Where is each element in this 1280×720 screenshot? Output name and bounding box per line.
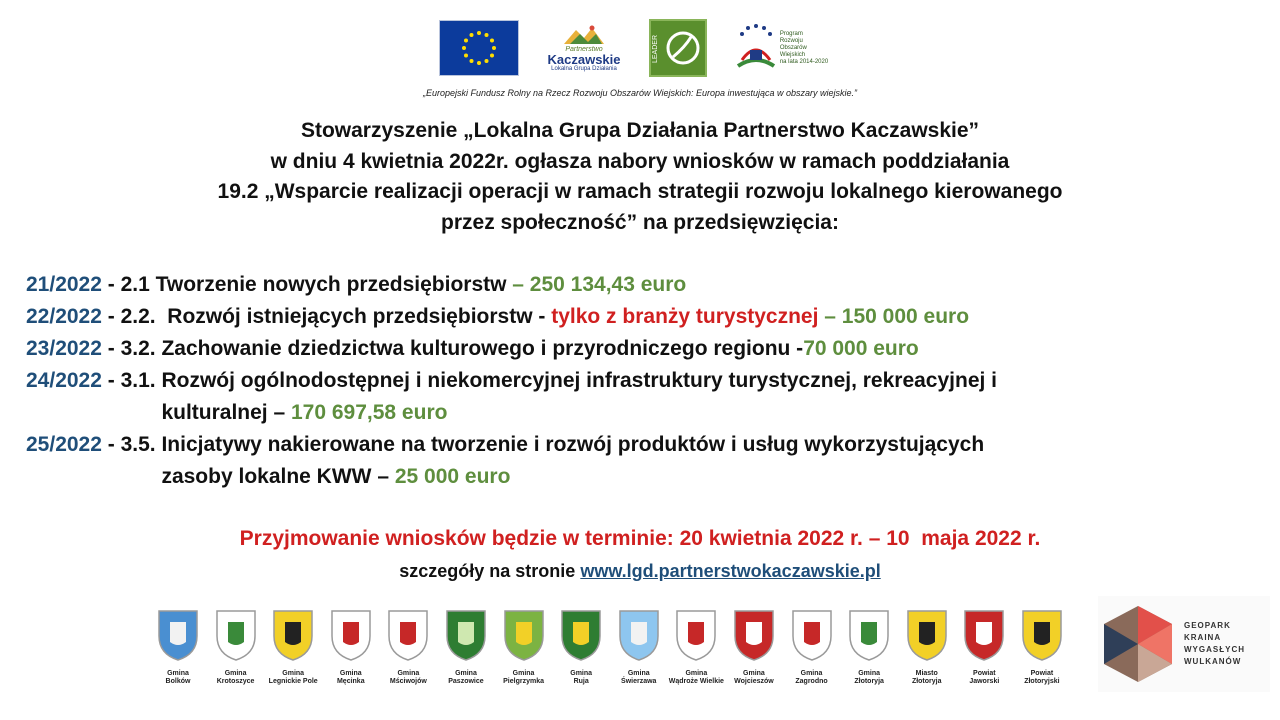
call-description: - 2.1 Tworzenie nowych przedsiębiorstw xyxy=(101,273,507,296)
crest-label-bottom: Krotoszyce xyxy=(216,678,255,685)
mountains-icon xyxy=(562,24,606,46)
coat-of-arms-icon xyxy=(502,608,546,662)
call-description-block xyxy=(161,429,984,493)
crest-label-top: Gmina xyxy=(743,670,765,677)
headline-line: Stowarzyszenie „Lokalna Grupa Działania Partnerstwo Kaczawskie” xyxy=(300,119,980,142)
headline-line: 19.2 „Wsparcie realizacji operacji w ramach strategii rozwoju lokalnego kierowanego xyxy=(217,180,1063,203)
call-id: 24/2022 xyxy=(26,369,102,392)
crest-item xyxy=(1014,608,1070,704)
crest-label-top: Powiat xyxy=(1030,670,1054,677)
crest-label xyxy=(854,670,884,686)
call-description: zasoby lokalne KWW – xyxy=(161,465,395,488)
call-amount: – 250 134,43 euro xyxy=(506,273,687,296)
crest-label-bottom: Złotoryja xyxy=(911,678,942,685)
headline-line: w dniu 4 kwietnia 2022r. ogłasza nabory wniosków w ramach poddziałania xyxy=(270,149,1010,173)
prow-line: Rozwoju xyxy=(779,37,803,44)
crest-item xyxy=(208,608,264,704)
crest-label xyxy=(1024,670,1059,686)
prow-text xyxy=(780,31,828,66)
crest-label-bottom: Wojcieszów xyxy=(734,678,774,685)
geopark-text xyxy=(1184,620,1245,668)
coat-of-arms-icon xyxy=(847,608,891,662)
crest-label-bottom: Pielgrzymka xyxy=(503,678,544,685)
crest-item xyxy=(323,608,379,704)
crest-item xyxy=(438,608,494,704)
prow-logo xyxy=(733,17,829,79)
call-description: - 3.2. Zachowanie dziedzictwa kulturowego i przyrodniczego regionu - xyxy=(101,337,804,360)
municipality-crests xyxy=(150,608,1070,704)
prow-line: Program xyxy=(779,30,803,37)
crest-label xyxy=(912,670,942,686)
crest-label xyxy=(217,670,255,686)
crest-label-bottom: Mściwojów xyxy=(389,678,427,685)
geopark-hexagon-icon xyxy=(1098,602,1178,686)
crest-label-bottom: Świerzawa xyxy=(621,678,657,685)
crest-item xyxy=(380,608,436,704)
funding-logos xyxy=(368,12,900,84)
crest-label-bottom: Męcinka xyxy=(336,678,365,685)
crest-item xyxy=(496,608,552,704)
crest-label-top: Gmina xyxy=(339,670,362,677)
crest-label-bottom: Zagrodno xyxy=(795,678,828,685)
coat-of-arms-icon xyxy=(790,608,834,662)
coat-of-arms-icon xyxy=(444,608,488,662)
call-description: kulturalnej – xyxy=(161,401,291,424)
crest-item xyxy=(553,608,609,704)
coat-of-arms-icon xyxy=(271,608,315,662)
eafrd-motto: „Europejski Fundusz Rolny na Rzecz Rozwoju Obszarów Wiejskich: Europa inwestująca w obszary wiejskie.” xyxy=(422,88,858,98)
crest-label xyxy=(669,670,724,686)
crest-label-top: Gmina xyxy=(282,670,305,677)
crest-label-top: Gmina xyxy=(570,670,593,677)
call-item xyxy=(26,333,1276,365)
crest-label-bottom: Ruja xyxy=(573,678,589,685)
crest-label-top: Gmina xyxy=(685,670,708,677)
geopark-logo xyxy=(1098,596,1270,692)
crest-label xyxy=(503,670,544,686)
coat-of-arms-icon xyxy=(674,608,718,662)
coat-of-arms-icon xyxy=(962,608,1006,662)
call-id: 25/2022 xyxy=(26,433,102,456)
leader-text: LEADER xyxy=(652,34,659,63)
crest-item xyxy=(668,608,724,704)
coat-of-arms-icon xyxy=(386,608,430,662)
crest-label-top: Gmina xyxy=(167,670,189,677)
coat-of-arms-icon xyxy=(617,608,661,662)
call-description-block xyxy=(161,365,997,429)
crest-label xyxy=(337,670,365,686)
call-measure: - 3.1. xyxy=(101,369,162,392)
crest-label-bottom: Bolków xyxy=(165,678,191,685)
crest-item xyxy=(726,608,782,704)
prow-line: Obszarów xyxy=(779,44,807,51)
call-measure: - 3.5. xyxy=(101,433,162,456)
details-line xyxy=(0,561,1280,582)
call-id: 21/2022 xyxy=(26,273,102,296)
calls-list xyxy=(26,269,1276,493)
announcement-headline xyxy=(60,116,1220,238)
crest-label-top: Gmina xyxy=(627,670,650,677)
call-restriction-note: tylko z branży turystycznej xyxy=(551,305,819,328)
crest-label-bottom: Złotoryjski xyxy=(1024,678,1060,685)
coat-of-arms-icon xyxy=(329,608,373,662)
geopark-line: GEOPARK xyxy=(1184,621,1231,630)
crest-item xyxy=(784,608,840,704)
crest-label xyxy=(269,670,318,686)
coat-of-arms-icon xyxy=(1020,608,1064,662)
crest-label-bottom: Złotoryja xyxy=(854,678,884,685)
website-link[interactable]: www.lgd.partnerstwokaczawskie.pl xyxy=(580,561,881,581)
eu-flag-logo xyxy=(439,20,519,76)
coat-of-arms-icon xyxy=(732,608,776,662)
geopark-line: KRAINA xyxy=(1184,633,1222,642)
crest-item xyxy=(841,608,897,704)
prow-emblem-icon xyxy=(734,20,778,76)
crest-label xyxy=(448,670,483,686)
crest-label xyxy=(621,670,656,686)
crest-item xyxy=(265,608,321,704)
call-description: Inicjatywy nakierowane na tworzenie i rozwój produktów i usług wykorzystujących xyxy=(161,433,985,456)
crest-item xyxy=(150,608,206,704)
call-description: Rozwój ogólnodostępnej i niekomercyjnej infrastruktury turystycznej, rekreacyjnej i xyxy=(161,369,998,392)
crest-label-top: Gmina xyxy=(397,670,420,677)
crest-label xyxy=(795,670,827,686)
call-item xyxy=(26,365,1276,429)
call-item xyxy=(26,301,1276,333)
leader-leaf-icon xyxy=(651,21,705,75)
call-item xyxy=(26,429,1276,493)
crest-item xyxy=(956,608,1012,704)
crest-label-bottom: Legnickie Pole xyxy=(268,678,318,685)
crest-label xyxy=(390,670,427,686)
crest-label-bottom: Paszowice xyxy=(448,678,484,685)
crest-label-bottom: Jaworski xyxy=(969,678,1000,685)
call-id: 22/2022 xyxy=(26,305,102,328)
call-item xyxy=(26,269,1276,301)
lgd-partnerstwo-kaczawskie-logo xyxy=(545,17,623,79)
crest-label-top: Gmina xyxy=(224,670,247,677)
call-amount: – 150 000 euro xyxy=(818,305,970,328)
call-amount: 70 000 euro xyxy=(803,337,919,360)
eu-stars-icon xyxy=(440,21,518,75)
application-deadline: Przyjmowanie wniosków będzie w terminie: 20 kwietnia 2022 r. – 10 maja 2022 r. xyxy=(239,527,1041,550)
crest-label-top: Gmina xyxy=(800,670,823,677)
crest-label-top: Powiat xyxy=(973,670,996,677)
call-id: 23/2022 xyxy=(26,337,102,360)
prow-line: na lata 2014-2020 xyxy=(779,58,829,65)
crest-label-top: Miasto xyxy=(915,670,938,677)
crest-label xyxy=(570,670,592,686)
crest-label xyxy=(969,670,999,686)
details-prefix: szczegóły na stronie xyxy=(399,561,581,581)
geopark-line: WYGASŁYCH xyxy=(1184,645,1245,654)
crest-item xyxy=(899,608,955,704)
call-description: - 2.2. Rozwój istniejących przedsiębiorstw - xyxy=(101,305,552,328)
lgd-logo-line3: Lokalna Grupa Działania xyxy=(551,66,617,72)
lgd-logo-line1: Partnerstwo xyxy=(565,46,603,53)
coat-of-arms-icon xyxy=(905,608,949,662)
coat-of-arms-icon xyxy=(559,608,603,662)
crest-item xyxy=(611,608,667,704)
crest-label xyxy=(166,670,191,686)
headline-line: przez społeczność” na przedsięwzięcia: xyxy=(441,210,839,234)
geopark-line: WULKANÓW xyxy=(1184,657,1242,666)
call-amount: 170 697,58 euro xyxy=(291,401,448,424)
crest-label-top: Gmina xyxy=(455,670,477,677)
coat-of-arms-icon xyxy=(156,608,200,662)
coat-of-arms-icon xyxy=(214,608,258,662)
crest-label-top: Gmina xyxy=(512,670,535,677)
leader-logo xyxy=(649,19,707,77)
call-amount: 25 000 euro xyxy=(394,465,511,488)
crest-label-top: Gmina xyxy=(858,670,881,677)
crest-label xyxy=(734,670,774,686)
lgd-logo-line2: Kaczawskie xyxy=(547,52,621,67)
prow-line: Wiejskich xyxy=(779,51,806,58)
crest-label-bottom: Wądroże Wielkie xyxy=(668,678,724,685)
